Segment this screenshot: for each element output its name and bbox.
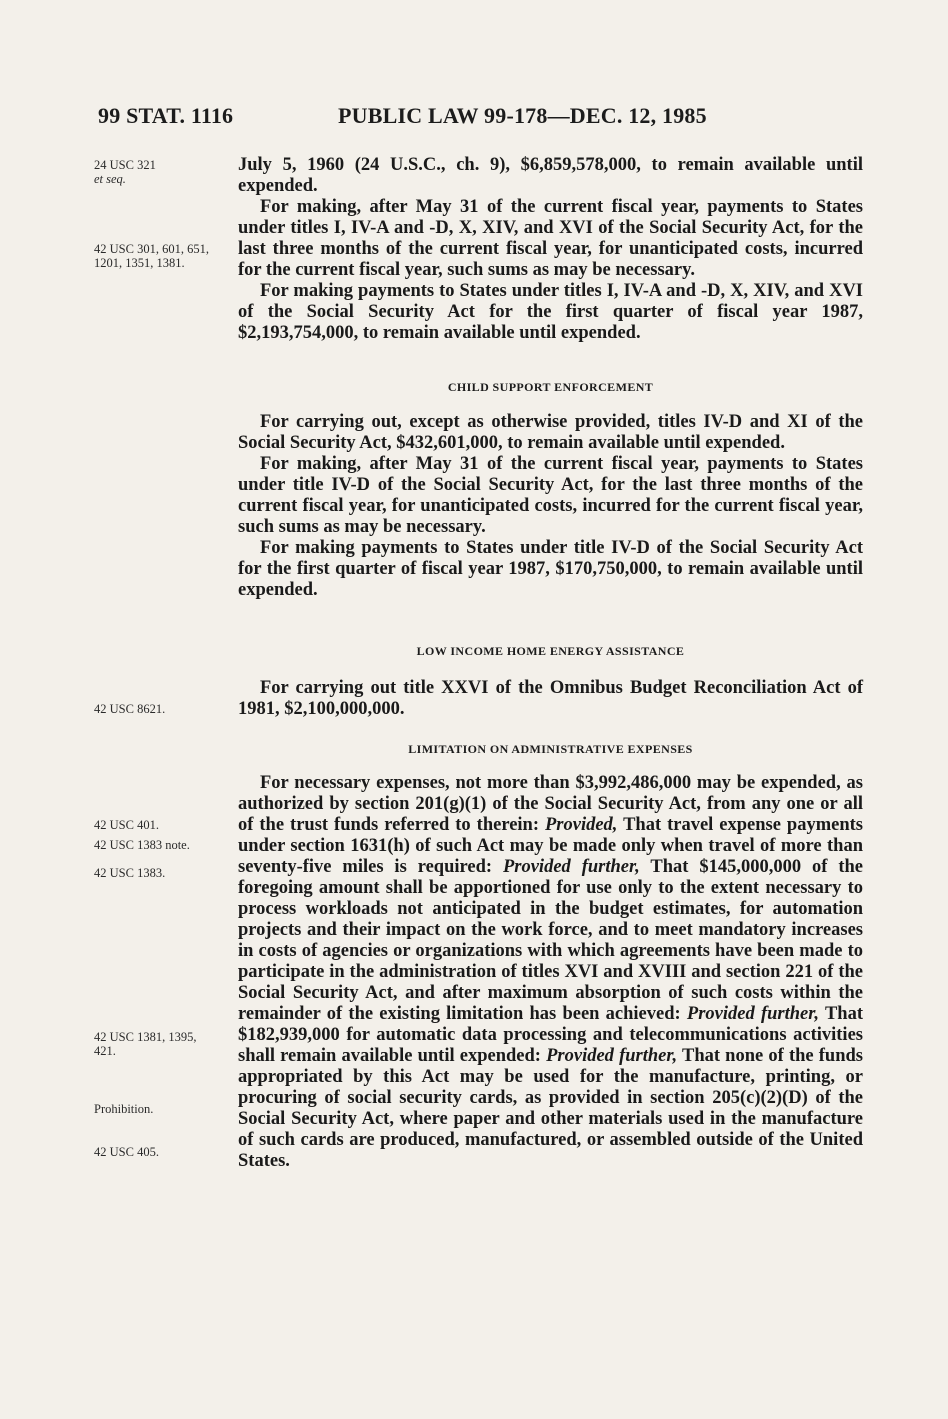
text-run: That $182,939,000 for automatic data processing and telecommunications activities shall remain available until expended: [238, 1004, 863, 1066]
paragraph: For making, after May 31 of the current fiscal year, payments to States under title IV-D of the Social Security Act, for the last three months of the current fiscal year, for unanticipated costs, incurred for the current fiscal year, such sums as may be necessary. [238, 454, 863, 537]
paragraph: For making, after May 31 of the current fiscal year, payments to States under titles I, IV-A and -D, X, XIV, and XVI of the Social Security Act, for the last three months of the current fiscal year, for unanticipated costs, incurred for the current fiscal year, such sums as may be necessary. [238, 197, 863, 280]
section-heading-admin-expenses: LIMITATION ON ADMINISTRATIVE EXPENSES [408, 742, 693, 756]
text-run: That none of the funds appropriated by this Act may be used for the manufacture, printing, or procuring of social security cards, as provided in section 205(c)(2)(D) of the Social Security Act, where paper and other materials used in the manufacture of such cards are produced, manufactured, or assembled outside of the United States. [238, 1046, 863, 1171]
margin-note-42-usc-401: 42 USC 401. [94, 818, 159, 832]
text-run: That $145,000,000 of the foregoing amount shall be apportioned for use only to the extent necessary to process workloads not anticipated in the budget estimates, for automation projects and their impact on the work force, and to meet mandatory increases in costs of agencies or organizations with which agreements have been made to participate in the administration of titles XVI and XVIII and section 221 of the Social Security Act, and after maximum absorption of such costs within the remainder of the existing limitation has been achieved: [238, 857, 864, 1024]
margin-note-42-usc-1383-note: 42 USC 1383 note. [94, 838, 190, 852]
admin-expenses-block [238, 773, 863, 1172]
text-run: For necessary expenses, not more than $3,992,486,000 may be expended, as authorized by section 201(g)(1) of the Social Security Act, from any one or all of the trust funds referred to therein: [238, 773, 863, 835]
margin-note-text: 24 USC 321 [94, 158, 156, 172]
margin-note-42-usc-8621: 42 USC 8621. [94, 702, 166, 716]
text-run: That travel expense payments under section 1631(h) of such Act may be made only when travel of more than seventy-five miles is required: [238, 815, 863, 877]
margin-note-42-usc-405: 42 USC 405. [94, 1145, 159, 1159]
section-heading-energy-assistance: LOW INCOME HOME ENERGY ASSISTANCE [416, 644, 685, 658]
paragraph [238, 773, 863, 1172]
proviso-italic: Provided, [544, 815, 618, 835]
stat-reference: 99 STAT. 1116 [98, 103, 234, 128]
appropriations-block-1 [238, 155, 863, 344]
margin-note-42-usc-1381: 42 USC 1381, 1395, 421. [94, 1030, 197, 1058]
margin-note-42-usc-1383: 42 USC 1383. [94, 866, 166, 880]
paragraph: July 5, 1960 (24 U.S.C., ch. 9), $6,859,578,000, to remain available until expended. [238, 155, 863, 196]
child-support-block [238, 412, 863, 601]
margin-note-prohibition: Prohibition. [94, 1102, 154, 1116]
energy-assistance-block [238, 678, 863, 720]
proviso-italic: Provided further, [546, 1046, 678, 1066]
paragraph: For making payments to States under title IV-D of the Social Security Act for the first quarter of fiscal year 1987, $170,750,000, to remain available until expended. [238, 538, 863, 600]
proviso-italic: Provided further, [686, 1004, 820, 1024]
page-title: PUBLIC LAW 99-178—DEC. 12, 1985 [338, 103, 707, 128]
paragraph: For making payments to States under titles I, IV-A and -D, X, XIV, and XVI of the Social Security Act for the first quarter of fiscal year 1987, $2,193,754,000, to remain available until expended. [238, 281, 863, 343]
margin-note-24-usc-321 [94, 158, 234, 186]
paragraph: For carrying out title XXVI of the Omnibus Budget Reconciliation Act of 1981, $2,100,000,000. [238, 678, 863, 719]
margin-note-italic: et seq. [94, 172, 126, 186]
paragraph: For carrying out, except as otherwise provided, titles IV-D and XI of the Social Security Act, $432,601,000, to remain available until expended. [238, 412, 863, 453]
margin-note-42-usc-301: 42 USC 301, 601, 651, 1201, 1351, 1381. [94, 242, 209, 270]
section-heading-child-support: CHILD SUPPORT ENFORCEMENT [447, 380, 654, 394]
proviso-italic: Provided further, [502, 857, 640, 877]
